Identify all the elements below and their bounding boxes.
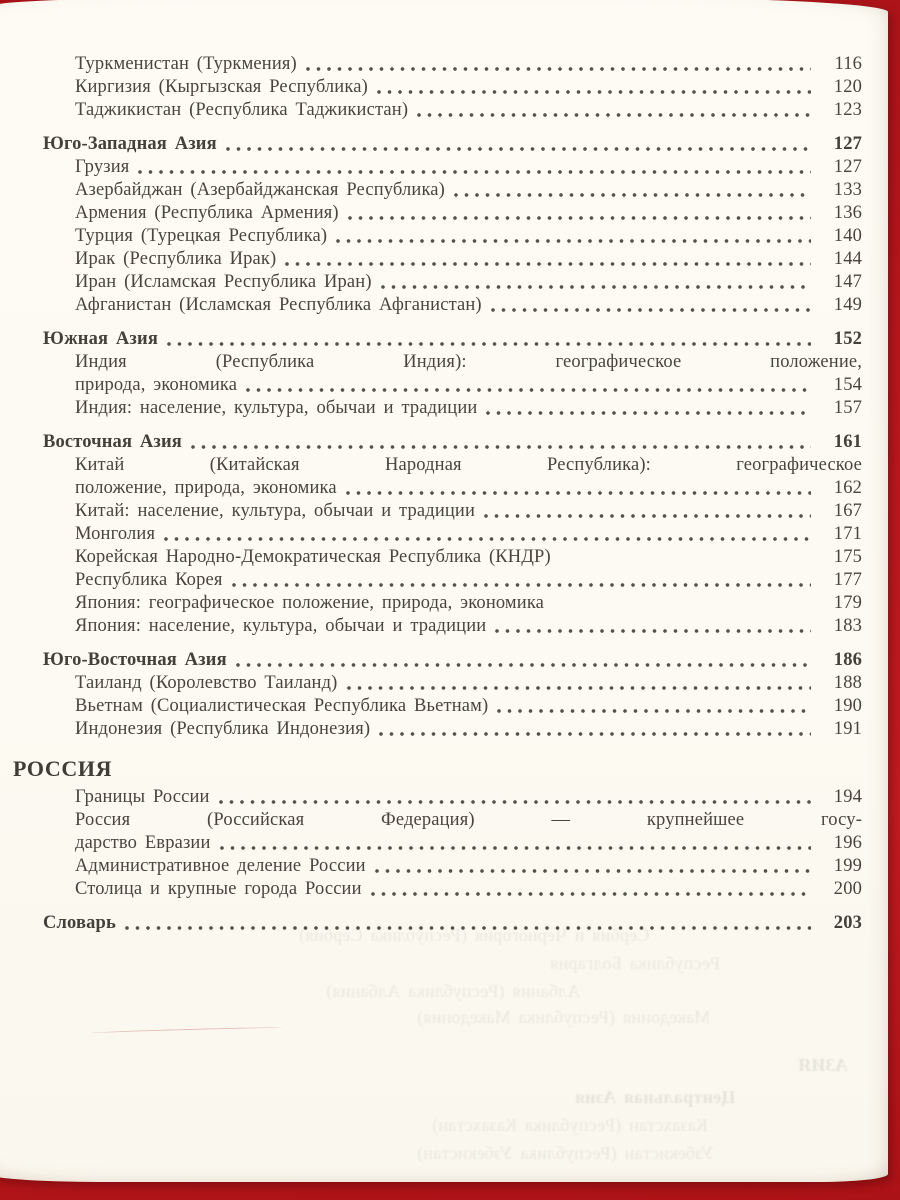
dot-leader bbox=[377, 89, 811, 95]
toc-entry-row bbox=[75, 500, 862, 523]
dot-leader bbox=[138, 169, 811, 175]
entry-label: Корейская Народно-Демократическая Республика (КНДР) bbox=[75, 547, 551, 567]
toc-entry-row bbox=[75, 718, 862, 741]
entry-label: Япония: географическое положение, природа, экономика bbox=[75, 593, 545, 613]
dot-leader bbox=[232, 582, 811, 588]
toc-entry-row bbox=[75, 76, 862, 99]
entry-label: Афганистан (Исламская Республика Афганистан) bbox=[75, 295, 482, 315]
part-heading-row bbox=[13, 757, 862, 780]
toc-entry-row bbox=[75, 53, 862, 76]
toc-entry-row bbox=[75, 615, 862, 638]
bleedthrough-line: Македония (Республика Македония) bbox=[416, 1007, 710, 1027]
toc-entry-row bbox=[75, 454, 862, 477]
page-number: 167 bbox=[833, 501, 862, 521]
bleedthrough-line: Республика Болгария bbox=[549, 953, 720, 973]
entry-label: Восточная Азия bbox=[43, 432, 182, 452]
dot-leader bbox=[381, 284, 811, 290]
page-number: 183 bbox=[833, 616, 862, 636]
page-number: 203 bbox=[833, 913, 862, 933]
dot-leader bbox=[164, 536, 811, 542]
entry-label: Южная Азия bbox=[43, 329, 158, 349]
entry-label: Юго-Восточная Азия bbox=[43, 650, 227, 670]
toc-entry-row bbox=[75, 695, 862, 718]
page-number: 161 bbox=[833, 432, 862, 452]
entry-label: Турция (Турецкая Республика) bbox=[75, 226, 328, 246]
bleedthrough-line: Сербия и Черногория (Республика Сербия) bbox=[299, 925, 650, 945]
page-number: 162 bbox=[833, 478, 862, 498]
dot-leader bbox=[347, 685, 812, 691]
page-number: 188 bbox=[833, 673, 862, 693]
toc-entry-row bbox=[75, 523, 862, 546]
page-number: 196 bbox=[833, 833, 862, 853]
page-number: 171 bbox=[833, 524, 862, 544]
entry-label: Ирак (Республика Ирак) bbox=[75, 249, 277, 269]
entry-label: Туркменистан (Туркмения) bbox=[75, 54, 297, 74]
toc-entry-row bbox=[75, 202, 862, 225]
dot-leader bbox=[226, 146, 811, 152]
dot-leader bbox=[348, 215, 811, 221]
dot-leader bbox=[167, 341, 811, 347]
toc-entry-row bbox=[75, 179, 862, 202]
page-number: 175 bbox=[833, 547, 862, 567]
dot-leader bbox=[491, 307, 811, 313]
entry-label: Юго-Западная Азия bbox=[43, 134, 217, 154]
entry-label: Монголия bbox=[75, 524, 156, 544]
dot-leader bbox=[484, 513, 811, 519]
page-number: 127 bbox=[833, 157, 862, 177]
page-number: 120 bbox=[833, 77, 862, 97]
dot-leader bbox=[219, 799, 811, 805]
toc-entry-row bbox=[75, 294, 862, 317]
bleedthrough-line: Казахстан (Республика Казахстан) bbox=[432, 1115, 708, 1135]
entry-label: Вьетнам (Социалистическая Республика Вьетнам) bbox=[75, 696, 489, 716]
page-number: 147 bbox=[833, 272, 862, 292]
page-number: 144 bbox=[833, 249, 862, 269]
dot-leader bbox=[560, 559, 811, 565]
toc-entry-row bbox=[75, 878, 862, 901]
dot-leader bbox=[553, 605, 811, 611]
bleedthrough-line: АЗИЯ bbox=[798, 1055, 848, 1075]
page-number: 136 bbox=[833, 203, 862, 223]
toc-entry-row bbox=[75, 248, 862, 271]
dot-leader bbox=[417, 112, 811, 118]
toc-entry-row bbox=[75, 546, 862, 569]
dot-leader bbox=[285, 261, 811, 267]
entry-label: Индонезия (Республика Индонезия) bbox=[75, 719, 371, 739]
page-number: 127 bbox=[833, 134, 862, 154]
toc-entry-row bbox=[75, 855, 862, 878]
dot-leader bbox=[125, 925, 811, 931]
dot-leader bbox=[306, 66, 811, 72]
page-number: 194 bbox=[833, 787, 862, 807]
dot-leader bbox=[246, 387, 811, 393]
entry-label: Киргизия (Кыргызская Республика) bbox=[75, 77, 368, 97]
toc-entry-row bbox=[75, 351, 862, 374]
dot-leader bbox=[375, 868, 811, 874]
toc-entry-row bbox=[75, 225, 862, 248]
entry-label: Китай: население, культура, обычаи и традиции bbox=[75, 501, 476, 521]
entry-label: Таиланд (Королевство Таиланд) bbox=[75, 673, 338, 693]
toc-entry-row bbox=[75, 374, 862, 397]
dot-leader bbox=[336, 238, 811, 244]
entry-label: положение, природа, экономика bbox=[75, 478, 337, 498]
entry-label: Таджикистан (Республика Таджикистан) bbox=[75, 100, 409, 120]
toc-entry-row bbox=[75, 592, 862, 615]
page-number: 152 bbox=[833, 329, 862, 349]
entry-label: природа, экономика bbox=[75, 375, 238, 395]
entry-label: Россия (Российская Федерация) — крупнейшее госу- bbox=[75, 810, 862, 830]
page-number: 200 bbox=[833, 879, 862, 899]
toc-entry-row bbox=[75, 832, 862, 855]
section-heading-row bbox=[43, 649, 862, 672]
entry-label: Япония: население, культура, обычаи и традиции bbox=[75, 616, 487, 636]
entry-label: Армения (Республика Армения) bbox=[75, 203, 339, 223]
dot-leader bbox=[454, 192, 811, 198]
bleedthrough-line: Албания (Республика Албания) bbox=[325, 981, 580, 1001]
page-number: 186 bbox=[833, 650, 862, 670]
entry-label: Индия: население, культура, обычаи и традиции bbox=[75, 398, 478, 418]
page-number: 140 bbox=[833, 226, 862, 246]
toc-entry-row bbox=[75, 569, 862, 592]
entry-label: Словарь bbox=[43, 913, 116, 933]
toc-entry-row bbox=[75, 156, 862, 179]
page-number: 154 bbox=[833, 375, 862, 395]
entry-label: дарство Евразии bbox=[75, 833, 211, 853]
bleedthrough-line: Узбекистан (Республика Узбекистан) bbox=[417, 1143, 714, 1163]
dot-leader bbox=[371, 891, 811, 897]
page-number: 133 bbox=[833, 180, 862, 200]
section-heading-row bbox=[43, 912, 862, 935]
page-number: 123 bbox=[833, 100, 862, 120]
section-heading-row bbox=[43, 328, 862, 351]
entry-label: Индия (Республика Индия): географическое положение, bbox=[75, 352, 862, 372]
section-heading-row bbox=[43, 431, 862, 454]
page-number: 190 bbox=[833, 696, 862, 716]
section-heading-row bbox=[43, 133, 862, 156]
page-number: 116 bbox=[834, 54, 862, 74]
toc-entry-row bbox=[75, 672, 862, 695]
entry-label: Азербайджан (Азербайджанская Республика) bbox=[75, 180, 445, 200]
dot-leader bbox=[220, 845, 811, 851]
page-number: 199 bbox=[833, 856, 862, 876]
dot-leader bbox=[495, 628, 811, 634]
toc-entry-row bbox=[75, 477, 862, 500]
page-number: 191 bbox=[833, 719, 862, 739]
bleedthrough-line: Центральная Азия bbox=[574, 1087, 735, 1107]
entry-label: Республика Корея bbox=[75, 570, 223, 590]
entry-label: Иран (Исламская Республика Иран) bbox=[75, 272, 372, 292]
dot-leader bbox=[236, 662, 811, 668]
toc-entry-row bbox=[75, 786, 862, 809]
entry-label: Столица и крупные города России bbox=[75, 879, 362, 899]
dot-leader bbox=[486, 410, 811, 416]
dot-leader bbox=[497, 708, 811, 714]
toc-entry-row bbox=[75, 271, 862, 294]
entry-label: РОССИЯ bbox=[13, 756, 113, 781]
page-number: 177 bbox=[833, 570, 862, 590]
dot-leader bbox=[191, 444, 811, 450]
entry-label: Грузия bbox=[75, 157, 130, 177]
page-number: 179 bbox=[833, 593, 862, 613]
entry-label: Административное деление России bbox=[75, 856, 366, 876]
page-number: 149 bbox=[833, 295, 862, 315]
dot-leader bbox=[379, 731, 811, 737]
toc-entry-row bbox=[75, 99, 862, 122]
entry-label: Китай (Китайская Народная Республика): географическое bbox=[75, 455, 862, 475]
toc-entry-row bbox=[75, 397, 862, 420]
toc-entry-row bbox=[75, 809, 862, 832]
scan-artifact-hairline bbox=[92, 1026, 282, 1034]
entry-label: Границы России bbox=[75, 787, 210, 807]
dot-leader bbox=[346, 490, 811, 496]
page-number: 157 bbox=[833, 398, 862, 418]
